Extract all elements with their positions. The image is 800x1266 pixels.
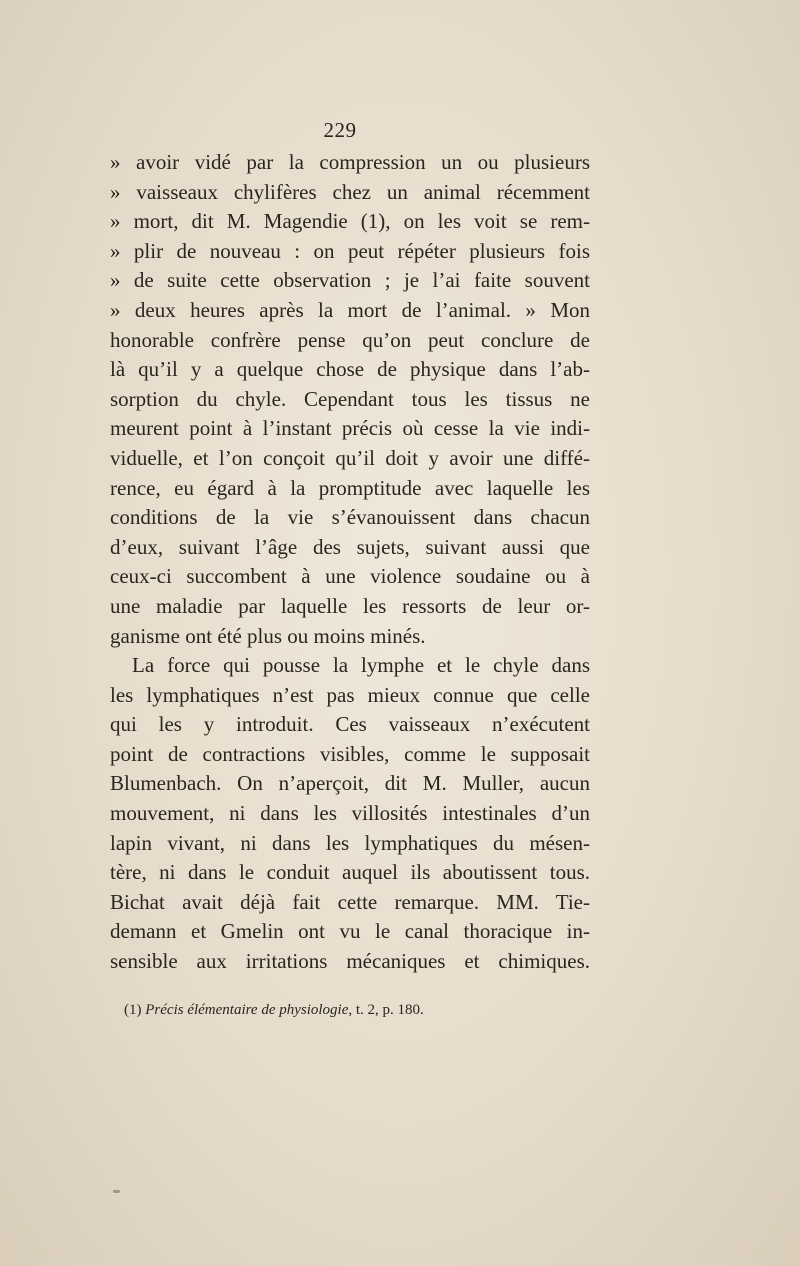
text-line: meurent point à l’instant précis où cesse la vie indi- xyxy=(110,416,590,441)
footnote-title: Précis élémentaire de physiologie xyxy=(145,1002,349,1018)
text-line: point de contractions visibles, comme le supposait xyxy=(110,741,590,766)
text-line: conditions de la vie s’évanouissent dans chacun xyxy=(110,505,590,530)
footnote-reference: , t. 2, p. 180. xyxy=(348,1002,424,1018)
text-line: les lymphatiques n’est pas mieux connue que celle xyxy=(110,682,590,707)
text-line: là qu’il y a quelque chose de physique dans l’ab- xyxy=(110,357,590,382)
text-line: » de suite cette observation ; je l’ai faite souvent xyxy=(110,268,590,293)
footnote xyxy=(110,998,604,1022)
text-line: ganisme ont été plus ou moins minés. xyxy=(110,623,426,648)
text-line: une maladie par laquelle les ressorts de leur or- xyxy=(110,593,590,618)
text-line: » deux heures après la mort de l’animal. » Mon xyxy=(110,297,590,322)
paper-speck xyxy=(113,1190,120,1193)
text-line: sensible aux irritations mécaniques et chimiques. xyxy=(110,949,590,974)
text-line: ceux-ci succombent à une violence soudaine ou à xyxy=(110,564,590,589)
text-line: La force qui pousse la lymphe et le chyle dans xyxy=(132,653,590,678)
text-line: viduelle, et l’on conçoit qu’il doit y avoir une diffé- xyxy=(110,445,590,470)
text-line: qui les y introduit. Ces vaisseaux n’exécutent xyxy=(110,712,590,737)
text-line: Bichat avait déjà fait cette remarque. MM. Tie- xyxy=(110,889,590,914)
body-text xyxy=(110,148,590,977)
text-line: » vaisseaux chylifères chez un animal récemment xyxy=(110,179,590,204)
text-line: d’eux, suivant l’âge des sujets, suivant aussi que xyxy=(110,534,590,559)
text-line: lapin vivant, ni dans les lymphatiques du mésen- xyxy=(110,830,590,855)
text-line: Blumenbach. On n’aperçoit, dit M. Muller, aucun xyxy=(110,771,590,796)
text-line: » plir de nouveau : on peut répéter plusieurs fois xyxy=(110,238,590,263)
page-number: 229 xyxy=(323,118,357,142)
footnote-marker: (1) xyxy=(124,1002,142,1018)
text-line: rence, eu égard à la promptitude avec laquelle les xyxy=(110,475,590,500)
text-line: » mort, dit M. Magendie (1), on les voit se rem- xyxy=(110,209,590,234)
text-line: sorption du chyle. Cependant tous les tissus ne xyxy=(110,386,590,411)
text-line: mouvement, ni dans les villosités intestinales d’un xyxy=(110,801,590,826)
text-line: tère, ni dans le conduit auquel ils aboutissent tous. xyxy=(110,860,590,885)
text-line: » avoir vidé par la compression un ou plusieurs xyxy=(110,150,590,174)
text-line: demann et Gmelin ont vu le canal thoracique in- xyxy=(110,919,590,944)
text-line: honorable confrère pense qu’on peut conclure de xyxy=(110,327,590,352)
